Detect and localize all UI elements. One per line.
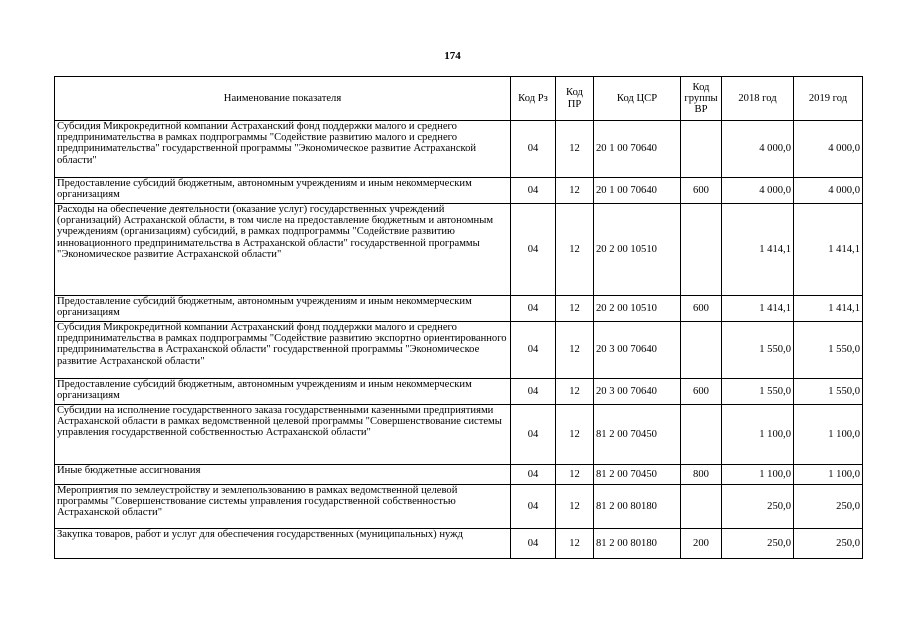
row-vr: 200 <box>681 529 722 559</box>
row-2019: 1 100,0 <box>794 465 863 485</box>
row-vr <box>681 322 722 379</box>
table-row <box>55 465 863 485</box>
header-2018: 2018 год <box>722 77 794 121</box>
row-name: Субсидия Микрокредитной компании Астраханский фонд поддержки малого и среднего предпринимательства в рамках подпрограммы "Содействие развитию экспортно ориентированного предпринимательства в Астраханской области" государственной программы "Экономическое развитие Астраханской области" <box>55 322 511 379</box>
table-row <box>55 322 863 379</box>
row-rz: 04 <box>511 529 556 559</box>
row-2019: 1 100,0 <box>794 405 863 465</box>
row-pr: 12 <box>556 405 594 465</box>
row-csr: 20 1 00 70640 <box>594 121 681 178</box>
row-vr: 600 <box>681 379 722 405</box>
row-name: Предоставление субсидий бюджетным, автономным учреждениям и иным некоммерческим организациям <box>55 379 511 405</box>
row-name: Расходы на обеспечение деятельности (оказание услуг) государственных учреждений (организаций) Астраханской области, в том числе на предоставление бюджетным и автономным учреждениям (организациям) субсидий, в рамках подпрограммы "Содействие развитию инновационного предпринимательства в Астраханской области" государственной программы "Экономическое развитие Астраханской области" <box>55 204 511 296</box>
row-name: Мероприятия по землеустройству и землепользованию в рамках ведомственной целевой программы "Совершенствование системы управления государственной собственностью Астраханской области" <box>55 485 511 529</box>
header-name: Наименование показателя <box>55 77 511 121</box>
header-rz: Код Рз <box>511 77 556 121</box>
row-csr: 20 2 00 10510 <box>594 204 681 296</box>
row-pr: 12 <box>556 485 594 529</box>
row-name: Субсидии на исполнение государственного заказа государственными казенными предприятиями Астраханской области в рамках ведомственной целевой программы "Совершенствование системы управления государственной собственностью Астраханской области" <box>55 405 511 465</box>
table-row <box>55 296 863 322</box>
row-pr: 12 <box>556 178 594 204</box>
row-csr: 20 3 00 70640 <box>594 322 681 379</box>
row-2018: 250,0 <box>722 529 794 559</box>
header-csr: Код ЦСР <box>594 77 681 121</box>
page-number: 174 <box>444 50 461 62</box>
row-rz: 04 <box>511 204 556 296</box>
row-vr <box>681 485 722 529</box>
row-2019: 4 000,0 <box>794 178 863 204</box>
row-rz: 04 <box>511 485 556 529</box>
row-rz: 04 <box>511 465 556 485</box>
table-row <box>55 529 863 559</box>
header-pr: Код ПР <box>556 77 594 121</box>
row-2018: 1 550,0 <box>722 379 794 405</box>
row-2018: 1 414,1 <box>722 204 794 296</box>
row-vr <box>681 204 722 296</box>
row-2018: 1 550,0 <box>722 322 794 379</box>
row-csr: 81 2 00 70450 <box>594 465 681 485</box>
row-name: Закупка товаров, работ и услуг для обеспечения государственных (муниципальных) нужд <box>55 529 511 559</box>
row-2019: 1 550,0 <box>794 379 863 405</box>
row-2019: 1 414,1 <box>794 296 863 322</box>
row-2019: 4 000,0 <box>794 121 863 178</box>
row-csr: 81 2 00 70450 <box>594 405 681 465</box>
row-name: Предоставление субсидий бюджетным, автономным учреждениям и иным некоммерческим организациям <box>55 178 511 204</box>
table-row <box>55 379 863 405</box>
row-csr: 20 1 00 70640 <box>594 178 681 204</box>
row-vr: 600 <box>681 178 722 204</box>
row-pr: 12 <box>556 204 594 296</box>
table-row <box>55 405 863 465</box>
row-2018: 250,0 <box>722 485 794 529</box>
row-vr: 600 <box>681 296 722 322</box>
row-pr: 12 <box>556 529 594 559</box>
row-csr: 81 2 00 80180 <box>594 529 681 559</box>
table-row <box>55 121 863 178</box>
row-pr: 12 <box>556 322 594 379</box>
header-2019: 2019 год <box>794 77 863 121</box>
row-pr: 12 <box>556 296 594 322</box>
row-csr: 81 2 00 80180 <box>594 485 681 529</box>
row-pr: 12 <box>556 121 594 178</box>
table-row <box>55 485 863 529</box>
row-2019: 250,0 <box>794 485 863 529</box>
row-2019: 1 550,0 <box>794 322 863 379</box>
row-rz: 04 <box>511 405 556 465</box>
table-row <box>55 178 863 204</box>
row-name: Иные бюджетные ассигнования <box>55 465 511 485</box>
row-vr <box>681 405 722 465</box>
row-2018: 4 000,0 <box>722 178 794 204</box>
row-rz: 04 <box>511 379 556 405</box>
header-vr: Код группы ВР <box>681 77 722 121</box>
row-csr: 20 3 00 70640 <box>594 379 681 405</box>
row-csr: 20 2 00 10510 <box>594 296 681 322</box>
budget-table <box>54 76 863 559</box>
row-pr: 12 <box>556 379 594 405</box>
table-header-row <box>55 77 863 121</box>
table-row <box>55 204 863 296</box>
row-pr: 12 <box>556 465 594 485</box>
row-rz: 04 <box>511 178 556 204</box>
row-2018: 1 100,0 <box>722 405 794 465</box>
row-rz: 04 <box>511 296 556 322</box>
row-2018: 4 000,0 <box>722 121 794 178</box>
row-name: Предоставление субсидий бюджетным, автономным учреждениям и иным некоммерческим организациям <box>55 296 511 322</box>
row-vr: 800 <box>681 465 722 485</box>
row-name: Субсидия Микрокредитной компании Астраханский фонд поддержки малого и среднего предпринимательства в рамках подпрограммы "Содействие развитию малого и среднего предпринимательства" государственной программы "Экономическое развитие Астраханской области" <box>55 121 511 178</box>
row-vr <box>681 121 722 178</box>
row-2018: 1 414,1 <box>722 296 794 322</box>
row-2019: 250,0 <box>794 529 863 559</box>
row-2019: 1 414,1 <box>794 204 863 296</box>
row-2018: 1 100,0 <box>722 465 794 485</box>
row-rz: 04 <box>511 322 556 379</box>
row-rz: 04 <box>511 121 556 178</box>
